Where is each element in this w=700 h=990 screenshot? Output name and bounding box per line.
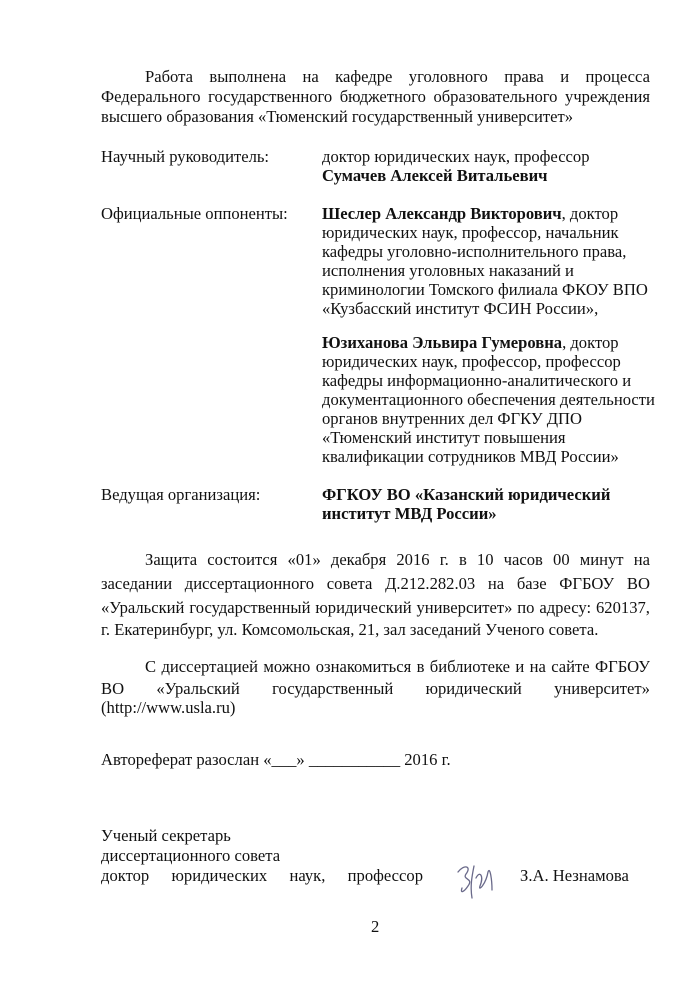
signature-image <box>452 856 500 906</box>
word: минут <box>579 550 624 569</box>
lead-org-label: Ведущая организация: <box>101 485 261 504</box>
word: 620137, <box>596 598 650 617</box>
word: диссертационного <box>184 574 315 593</box>
defense-line-3 <box>101 598 650 618</box>
word: на <box>487 574 505 593</box>
word: ФГБОУ <box>595 657 650 676</box>
word: доктор <box>101 866 150 885</box>
word: университет» <box>416 598 513 617</box>
word: на <box>529 657 546 676</box>
opponent-2-line-7: квалификации сотрудников МВД России» <box>322 447 619 466</box>
word: юридический <box>425 679 522 698</box>
lead-org-line-2: институт МВД России» <box>322 504 497 523</box>
opponent-2-line-1: Юзиханова Эльвира Гумеровна, доктор <box>322 333 619 352</box>
word: на <box>633 550 650 569</box>
word: на <box>302 67 319 86</box>
word: ФГБОУ <box>559 574 615 593</box>
word: заседании <box>101 574 173 593</box>
opponents-label: Официальные оппоненты: <box>101 204 288 223</box>
word: наук, <box>289 866 326 885</box>
supervisor-degree: доктор юридических наук, профессор <box>322 147 590 166</box>
secretary-name: З.А. Незнамова <box>520 866 629 885</box>
opponent-1-line-4: исполнения уголовных наказаний и <box>322 261 574 280</box>
word: университет» <box>554 679 650 698</box>
word: С <box>145 657 157 676</box>
opponent-2-line-3: кафедры информационно-аналитического и <box>322 371 632 390</box>
word: совета <box>326 574 373 593</box>
word: бюджетного <box>339 87 426 106</box>
library-line-2 <box>101 679 650 699</box>
word: юридических <box>171 866 268 885</box>
word: и <box>515 657 525 676</box>
word: государственный <box>272 679 394 698</box>
opponent-1-line-1: Шеслер Александр Викторович, доктор <box>322 204 619 223</box>
word: государственный <box>189 598 311 617</box>
supervisor-label: Научный руководитель: <box>101 147 270 166</box>
word: уголовного <box>408 67 488 86</box>
word: г. <box>439 550 449 569</box>
distribution-line: Автореферат разослан «___» ___________ 2016 г. <box>101 750 451 769</box>
opponent-2-line-4: документационного обеспечения деятельности <box>322 390 655 409</box>
word: часов <box>503 550 543 569</box>
word: диссертацией <box>161 657 258 676</box>
library-url: (http://www.usla.ru) <box>101 698 236 717</box>
word: выполнена <box>209 67 287 86</box>
word: сайте <box>551 657 590 676</box>
word: «01» <box>287 550 321 569</box>
intro-line-2 <box>101 87 650 107</box>
secretary-line-1: Ученый секретарь <box>101 826 231 845</box>
word: можно <box>263 657 311 676</box>
word: «Уральский <box>101 598 185 617</box>
word: 2016 <box>396 550 430 569</box>
lead-org-line-1: ФГКОУ ВО «Казанский юридический <box>322 485 611 504</box>
word: 00 <box>553 550 570 569</box>
word: государственного <box>208 87 333 106</box>
opponent-2-line-6: «Тюменский институт повышения <box>322 428 566 447</box>
opponent-2-line-2: юридических наук, профессор, профессор <box>322 352 621 371</box>
word: базе <box>516 574 547 593</box>
opponent-1-line-3: кафедры уголовно-исполнительного права, <box>322 242 627 261</box>
word: Работа <box>145 67 193 86</box>
defense-line-1 <box>145 550 650 570</box>
word: 10 <box>476 550 494 569</box>
page-number: 2 <box>371 917 380 936</box>
opponent-1-name: Шеслер Александр Викторович <box>322 204 562 223</box>
secretary-line-3 <box>101 866 423 886</box>
word: процесса <box>585 67 650 86</box>
word: в <box>458 550 467 569</box>
word: Федерального <box>101 87 201 106</box>
library-line-1 <box>145 657 650 677</box>
opponent-1-line-6: «Кузбасский институт ФСИН России», <box>322 299 599 318</box>
supervisor-name: Сумачев Алексей Витальевич <box>322 166 548 185</box>
word: ознакомиться <box>315 657 412 676</box>
word: ВО <box>101 679 125 698</box>
intro-line-1 <box>145 67 650 87</box>
opponent-1-line-2: юридических наук, профессор, начальник <box>322 223 619 242</box>
word: кафедре <box>335 67 393 86</box>
word: ВО <box>626 574 650 593</box>
word: Д.212.282.03 <box>385 574 476 593</box>
opponent-1-line-5: криминологии Томского филиала ФКОУ ВПО <box>322 280 648 299</box>
word: учреждения <box>565 87 650 106</box>
word: и <box>560 67 570 86</box>
word: образовательного <box>433 87 558 106</box>
word: состоится <box>207 550 278 569</box>
secretary-line-2: диссертационного совета <box>101 846 281 865</box>
word: права <box>504 67 544 86</box>
word: Защита <box>145 550 198 569</box>
defense-line-4: г. Екатеринбург, ул. Комсомольская, 21, зал заседаний Ученого совета. <box>101 620 599 639</box>
word: в <box>416 657 425 676</box>
opponent-2-line-5: органов внутренних дел ФГКУ ДПО <box>322 409 582 428</box>
intro-line-3: высшего образования «Тюменский государственный университет» <box>101 107 574 126</box>
word: декабря <box>330 550 387 569</box>
word: по <box>517 598 535 617</box>
word: юридический <box>315 598 412 617</box>
opponent-2-name: Юзиханова Эльвира Гумеровна <box>322 333 563 352</box>
word: библиотеке <box>429 657 511 676</box>
defense-line-2 <box>101 574 650 594</box>
word: «Уральский <box>156 679 240 698</box>
word: адресу: <box>539 598 592 617</box>
word: профессор <box>347 866 423 885</box>
